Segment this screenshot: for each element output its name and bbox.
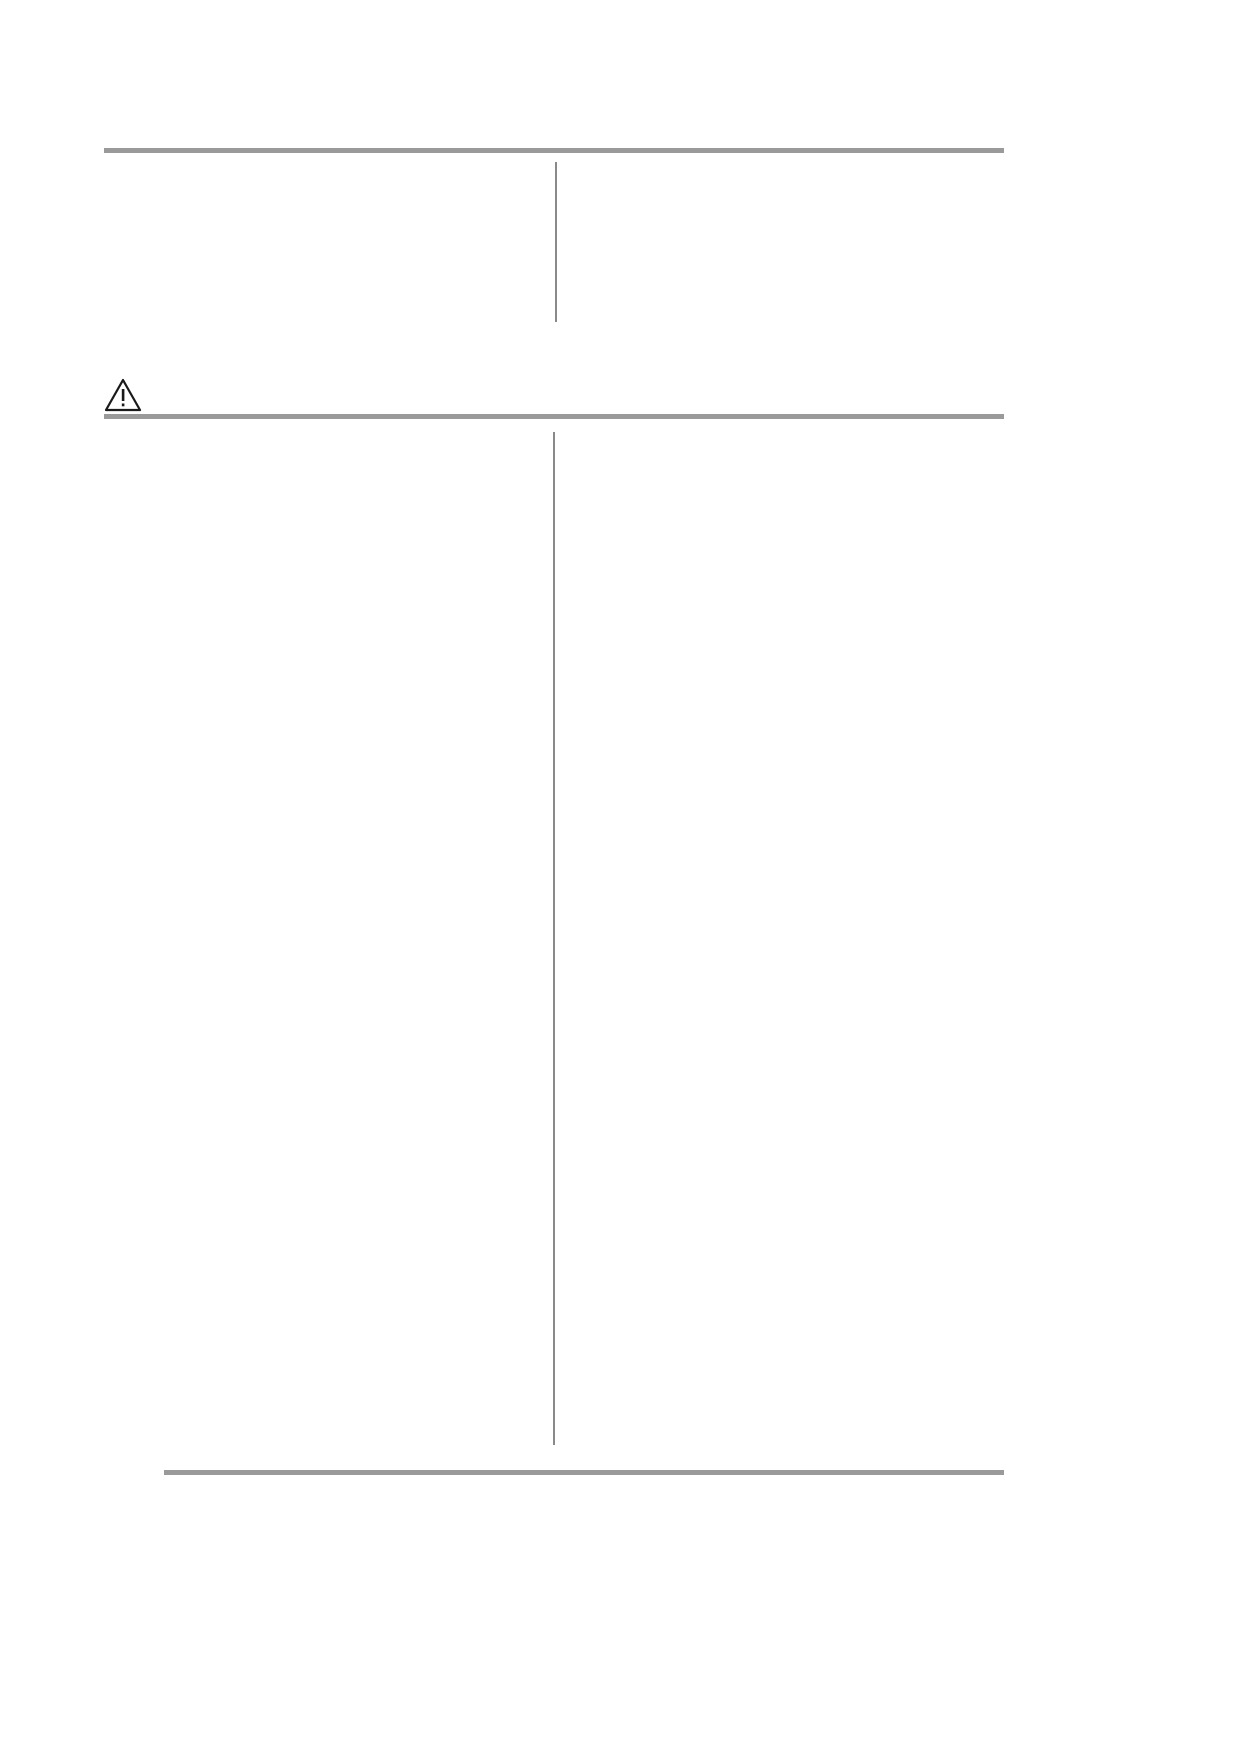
footer-rule [164, 1470, 1004, 1475]
warning-triangle-icon [104, 378, 142, 412]
contents-rule [104, 148, 1004, 153]
column-divider [553, 432, 555, 1445]
safety-rule [104, 414, 1004, 419]
toc-divider [555, 162, 557, 322]
